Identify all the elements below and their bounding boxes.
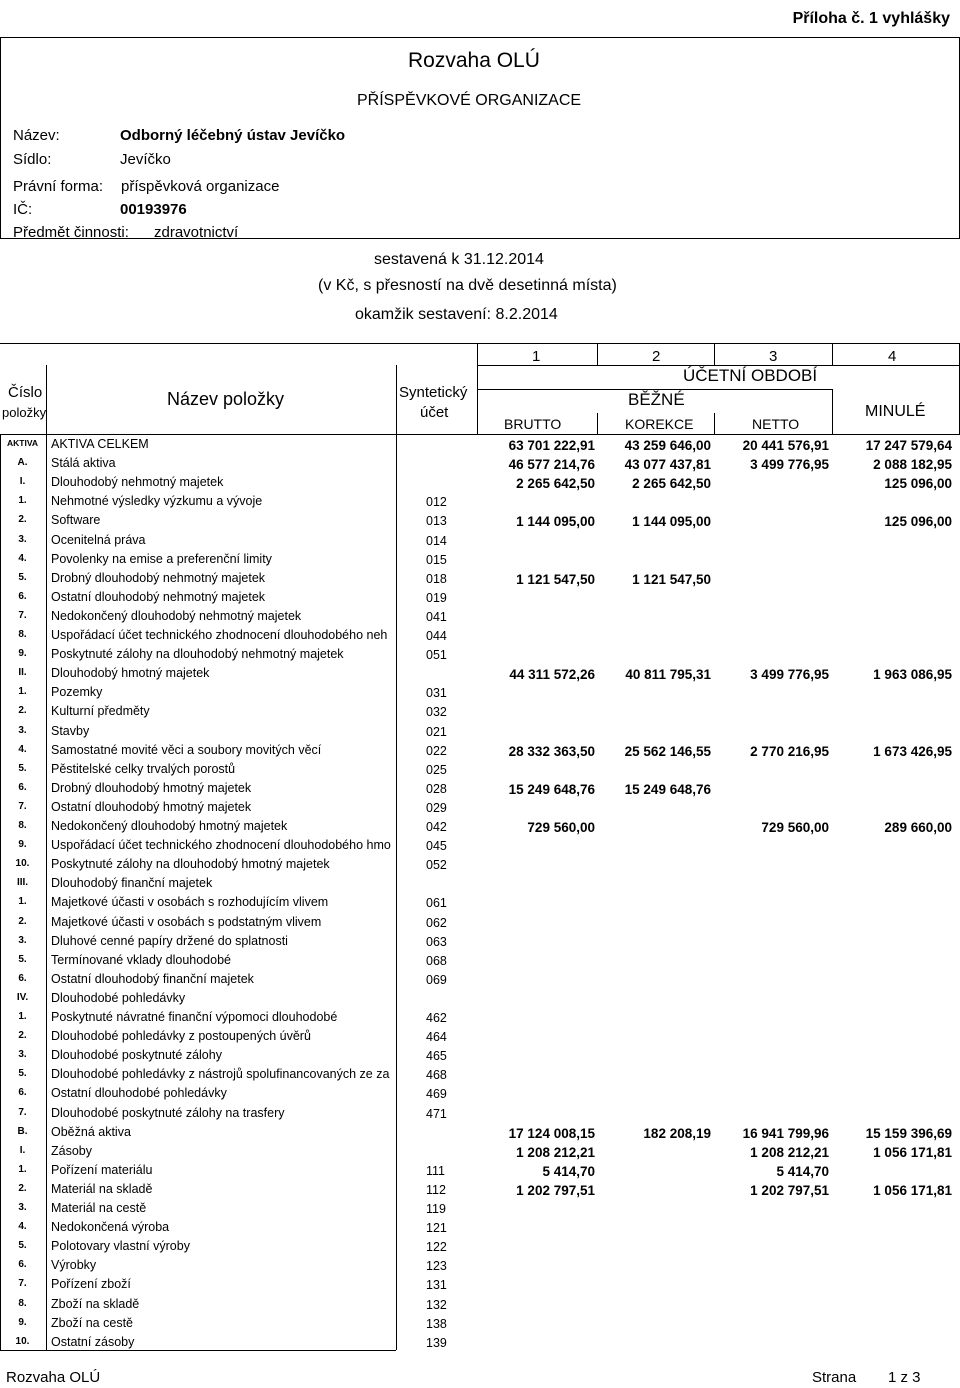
row-name: Majetkové účasti v osobách s rozhodujícím vlivem	[51, 895, 329, 910]
row-name: Nehmotné výsledky výzkumu a vývoje	[51, 494, 263, 509]
header-item-no-2: položky	[2, 405, 47, 420]
attachment-note: Příloha č. 1 vyhlášky	[792, 10, 950, 27]
header-account-2: účet	[420, 404, 449, 421]
table-row	[0, 492, 960, 511]
header-previous: MINULÉ	[865, 403, 926, 420]
org-activity-value: zdravotnictví	[154, 224, 239, 241]
row-account: 069	[426, 972, 447, 987]
org-seat-value: Jevíčko	[120, 151, 171, 168]
table-row	[0, 1008, 960, 1027]
row-name: Uspořádací účet technického zhodnocení dlouhodobého neh	[51, 628, 388, 642]
row-account: 052	[426, 858, 447, 873]
row-name: Oběžná aktiva	[51, 1124, 131, 1139]
row-number: 4.	[18, 743, 27, 755]
row-account: 019	[426, 590, 447, 605]
row-name: Stálá aktiva	[51, 456, 116, 471]
row-name: Poskytnuté zálohy na dlouhodobý nehmotný majetek	[51, 647, 344, 662]
row-account: 139	[426, 1335, 447, 1350]
table-row	[0, 1295, 960, 1314]
row-number: 2.	[18, 514, 27, 526]
row-name: Dlouhodobý nehmotný majetek	[51, 475, 224, 490]
row-name: Poskytnuté zálohy na dlouhodobý hmotný majetek	[51, 857, 330, 872]
row-number: 5.	[18, 571, 27, 583]
row-number: 1.	[18, 495, 27, 507]
org-name-value: Odborný léčebný ústav Jevíčko	[120, 127, 346, 144]
col-num-3: 3	[769, 348, 778, 365]
row-account: 014	[426, 533, 447, 548]
row-value-korekce: 43 259 646,00	[624, 438, 711, 453]
row-number: 8.	[18, 820, 27, 831]
row-account: 051	[426, 648, 447, 663]
row-number: 8.	[18, 629, 27, 640]
table-row	[0, 989, 960, 1008]
row-account: 121	[426, 1221, 447, 1236]
row-value-brutto: 2 265 642,50	[516, 476, 595, 492]
row-name: Nedokončený dlouhodobý nehmotný majetek	[51, 608, 302, 623]
row-number: 6.	[18, 781, 27, 793]
row-name: Ostatní dlouhodobý nehmotný majetek	[51, 589, 266, 604]
header-item-name: Název položky	[167, 389, 285, 409]
document-title: Rozvaha OLÚ	[408, 49, 540, 72]
row-name: Pěstitelské celky trvalých porostů	[51, 761, 236, 776]
row-value-brutto: 15 249 648,76	[508, 781, 595, 797]
row-account: 028	[426, 781, 447, 796]
table-row	[0, 874, 960, 893]
table-row	[0, 817, 960, 836]
row-account: 119	[426, 1202, 446, 1216]
org-legal-form-row	[13, 178, 280, 195]
row-name: Ostatní zásoby	[51, 1334, 135, 1349]
table-row	[0, 741, 960, 760]
row-name: Drobný dlouhodobý hmotný majetek	[51, 780, 252, 795]
row-number: 5.	[18, 1068, 27, 1080]
row-value-previous: 125 096,00	[884, 514, 952, 530]
row-account: 068	[426, 953, 447, 968]
row-value-korekce: 25 562 146,55	[624, 743, 711, 759]
row-value-korekce: 40 811 795,31	[625, 667, 711, 683]
row-name: Nedokončená výroba	[51, 1220, 170, 1235]
header-divider	[832, 343, 833, 365]
row-name: Software	[51, 513, 101, 528]
row-account: 122	[426, 1240, 447, 1255]
org-activity-row	[13, 224, 239, 241]
table-row	[0, 1142, 960, 1161]
row-name: Dlouhodobý finanční majetek	[51, 876, 213, 891]
footer-page-value: 1 z 3	[888, 1369, 921, 1386]
row-number: 10.	[15, 858, 30, 870]
header-divider	[46, 365, 47, 435]
row-number: II.	[18, 667, 27, 679]
table-row	[0, 1180, 960, 1199]
org-name-label: Název:	[13, 127, 60, 144]
table-row	[0, 702, 960, 721]
row-number: I.	[19, 476, 26, 488]
header-netto: NETTO	[752, 416, 800, 432]
row-name: Uspořádací účet technického zhodnocení dlouhodobého hmo	[51, 838, 391, 853]
row-number: 4.	[18, 552, 27, 564]
table-row	[0, 1046, 960, 1065]
header-brutto: BRUTTO	[504, 416, 562, 432]
row-name: Povolenky na emise a preferenční limity	[51, 551, 272, 566]
row-value-netto: 1 202 797,51	[750, 1182, 829, 1198]
row-value-previous: 125 096,00	[884, 476, 952, 492]
row-value-previous: 15 159 396,69	[865, 1125, 952, 1141]
row-value-previous: 1 963 086,95	[873, 667, 952, 683]
row-account: 031	[426, 686, 447, 701]
table-row	[0, 951, 960, 970]
row-name: Zásoby	[51, 1143, 92, 1158]
row-account: 029	[426, 800, 447, 815]
table-row	[0, 779, 960, 798]
row-name: Ostatní dlouhodobý hmotný majetek	[51, 799, 252, 814]
row-number: 9.	[18, 1316, 27, 1328]
row-account: 112	[426, 1182, 446, 1197]
row-value-previous: 17 247 579,64	[865, 438, 952, 453]
footer-page-label: Strana	[812, 1369, 857, 1386]
row-account: 062	[426, 915, 447, 930]
row-number: 3.	[18, 1202, 27, 1213]
table-row	[0, 932, 960, 951]
header-current: BĚŽNÉ	[628, 390, 685, 409]
table-row	[0, 645, 960, 664]
row-number: 2.	[18, 1030, 27, 1042]
row-name: Ocenitelná práva	[51, 532, 146, 547]
compilation-moment: okamžik sestavení: 8.2.2014	[355, 306, 558, 323]
row-number: 4.	[18, 1221, 27, 1233]
table-row	[0, 626, 960, 645]
row-number: 3.	[18, 1049, 27, 1061]
table-row	[0, 855, 960, 874]
row-number: 6.	[18, 1087, 27, 1099]
row-name: Dlouhodobý hmotný majetek	[51, 666, 210, 681]
row-name: Kulturní předměty	[51, 704, 150, 719]
row-account: 132	[426, 1297, 447, 1312]
row-account: 022	[426, 743, 447, 758]
row-account: 013	[426, 514, 447, 529]
row-name: Zboží na cestě	[51, 1315, 133, 1330]
document-subtitle: PŘÍSPĚVKOVÉ ORGANIZACE	[357, 92, 582, 109]
table-row	[0, 1199, 960, 1218]
row-account: 111	[426, 1163, 446, 1178]
table-row	[0, 1256, 960, 1275]
table-row	[0, 1123, 960, 1142]
row-value-brutto: 5 414,70	[542, 1163, 595, 1179]
row-value-netto: 2 770 216,95	[750, 743, 829, 759]
org-ic-value: 00193976	[120, 201, 187, 218]
row-number: III.	[16, 877, 29, 889]
row-number: 9.	[18, 839, 27, 851]
row-value-brutto: 729 560,00	[527, 820, 595, 835]
row-value-korekce: 182 208,19	[643, 1125, 711, 1141]
row-value-previous: 1 673 426,95	[873, 743, 952, 759]
row-account: 021	[426, 724, 447, 739]
row-account: 063	[426, 934, 447, 949]
org-name-row	[13, 127, 346, 144]
row-account: 041	[426, 609, 447, 624]
org-ic-label: IČ:	[13, 201, 33, 218]
row-number: 8.	[18, 1297, 27, 1309]
header-item-no: Číslo	[8, 384, 43, 401]
row-number: 7.	[18, 1106, 27, 1118]
header-korekce: KOREKCE	[625, 416, 694, 432]
table-row	[0, 1218, 960, 1237]
row-value-previous: 289 660,00	[884, 820, 952, 835]
row-value-netto: 3 499 776,95	[750, 457, 829, 473]
row-number: 7.	[18, 800, 27, 812]
header-divider	[597, 413, 598, 435]
row-name: Materiál na cestě	[51, 1201, 147, 1215]
row-account: 044	[426, 629, 447, 643]
row-account: 138	[426, 1316, 447, 1331]
row-account: 465	[426, 1049, 447, 1064]
row-value-brutto: 17 124 008,15	[508, 1125, 595, 1141]
table-row	[0, 435, 960, 454]
table-row	[0, 893, 960, 912]
header-divider	[714, 343, 715, 365]
row-value-netto: 729 560,00	[761, 820, 829, 835]
table-row	[0, 607, 960, 626]
org-legal-form-value: příspěvková organizace	[121, 178, 280, 195]
row-value-brutto: 44 311 572,26	[509, 667, 595, 683]
table-row	[0, 1065, 960, 1084]
table-row	[0, 1237, 960, 1256]
table-row	[0, 664, 960, 683]
row-name: Dlouhodobé poskytnuté zálohy	[51, 1048, 222, 1063]
row-name: Dlouhodobé pohledávky	[51, 990, 186, 1005]
table-row	[0, 798, 960, 817]
row-name: Majetkové účasti v osobách s podstatným vlivem	[51, 914, 322, 929]
row-value-previous: 1 056 171,81	[873, 1144, 952, 1160]
row-number: 2.	[18, 705, 27, 717]
row-account: 042	[426, 820, 447, 834]
row-name: Dluhové cenné papíry držené do splatnosti	[51, 933, 288, 948]
row-number: 5.	[18, 762, 27, 774]
row-name: Pořízení materiálu	[51, 1162, 153, 1177]
row-name: Výrobky	[51, 1258, 97, 1273]
row-value-previous: 2 088 182,95	[873, 457, 952, 473]
table-row	[0, 550, 960, 569]
row-value-korekce: 43 077 437,81	[624, 457, 711, 473]
row-number: B.	[17, 1125, 28, 1137]
header-period: ÚČETNÍ OBDOBÍ	[683, 366, 818, 385]
row-value-brutto: 1 208 212,21	[516, 1144, 595, 1160]
table-row	[0, 1104, 960, 1123]
row-value-brutto: 1 202 797,51	[516, 1182, 595, 1198]
row-name: Zboží na skladě	[51, 1296, 140, 1311]
row-value-brutto: 46 577 214,76	[508, 457, 595, 473]
row-name: Polotovary vlastní výroby	[51, 1239, 190, 1254]
row-account: 032	[426, 705, 447, 720]
row-value-netto: 16 941 799,96	[742, 1125, 829, 1141]
table-row	[0, 913, 960, 932]
table-row	[0, 569, 960, 588]
table-row	[0, 588, 960, 607]
row-number: 5.	[18, 953, 27, 965]
row-account: 471	[426, 1106, 447, 1121]
row-number: 1.	[18, 1163, 27, 1175]
row-value-netto: 5 414,70	[776, 1163, 829, 1179]
col-num-2: 2	[652, 348, 661, 365]
row-number: 6.	[18, 972, 27, 984]
table-row	[0, 970, 960, 989]
org-seat-label: Sídlo:	[13, 151, 52, 168]
table-row	[0, 1027, 960, 1046]
unit-note: (v Kč, s přesností na dvě desetinná místa)	[318, 277, 617, 294]
row-account: 015	[426, 552, 447, 567]
row-name: Dlouhodobé pohledávky z nástrojů spolufinancovaných ze za	[51, 1067, 390, 1082]
row-value-previous: 1 056 171,81	[873, 1182, 952, 1198]
table-row	[0, 454, 960, 473]
row-number: I.	[19, 1144, 26, 1156]
row-number: 3.	[18, 533, 27, 545]
row-value-brutto: 63 701 222,91	[508, 438, 595, 453]
row-name: Samostatné movité věci a soubory movitých věcí	[51, 742, 322, 757]
row-number: 6.	[18, 1259, 27, 1271]
row-number: 5.	[18, 1240, 27, 1252]
org-activity-label: Předmět činnosti:	[13, 224, 129, 241]
row-name: Poskytnuté návratné finanční výpomoci dlouhodobé	[51, 1010, 338, 1024]
header-divider	[714, 413, 715, 435]
row-value-brutto: 1 144 095,00	[516, 514, 595, 530]
header-divider	[597, 343, 598, 365]
row-account: 018	[426, 571, 447, 586]
row-number: 3.	[18, 934, 27, 946]
row-account: 464	[426, 1030, 447, 1045]
header-divider	[832, 389, 833, 435]
table-row	[0, 683, 960, 702]
table-row	[0, 1314, 960, 1333]
row-value-netto: 3 499 776,95	[750, 667, 829, 683]
row-number: AKTIVA	[6, 438, 38, 448]
row-name: AKTIVA CELKEM	[51, 437, 149, 451]
row-account: 025	[426, 762, 447, 777]
row-number: 6.	[18, 590, 27, 602]
row-number: 7.	[18, 609, 27, 621]
table-row	[0, 836, 960, 855]
table-row	[0, 1084, 960, 1103]
row-account: 462	[426, 1011, 447, 1025]
row-value-korekce: 2 265 642,50	[632, 476, 711, 492]
row-number: 1.	[18, 1011, 27, 1022]
row-number: 2.	[18, 1182, 27, 1194]
row-account: 468	[426, 1068, 447, 1083]
row-number: 3.	[18, 724, 27, 736]
table-row	[0, 473, 960, 492]
row-name: Termínované vklady dlouhodobé	[51, 952, 231, 967]
col-num-4: 4	[888, 348, 897, 365]
table-row	[0, 1161, 960, 1180]
row-account: 061	[426, 896, 447, 911]
org-legal-form-label: Právní forma:	[13, 178, 104, 195]
table-row	[0, 722, 960, 741]
row-number: 9.	[18, 648, 27, 660]
row-account: 045	[426, 839, 447, 854]
row-name: Materiál na skladě	[51, 1181, 153, 1196]
row-value-korekce: 15 249 648,76	[624, 781, 711, 797]
row-number: IV.	[16, 991, 29, 1003]
row-name: Ostatní dlouhodobý finanční majetek	[51, 971, 254, 986]
table-row	[0, 1275, 960, 1294]
org-ic-row	[13, 201, 187, 218]
row-account: 012	[426, 495, 447, 510]
row-name: Pozemky	[51, 685, 103, 700]
compiled-date: sestavená k 31.12.2014	[374, 251, 544, 268]
row-name: Stavby	[51, 723, 90, 738]
row-value-netto: 20 441 576,91	[742, 438, 829, 453]
row-value-korekce: 1 121 547,50	[632, 571, 711, 587]
footer-title: Rozvaha OLÚ	[6, 1369, 101, 1386]
row-name: Pořízení zboží	[51, 1277, 131, 1292]
row-name: Dlouhodobé poskytnuté zálohy na trasfery	[51, 1105, 285, 1120]
row-value-brutto: 28 332 363,50	[508, 743, 595, 759]
row-number: 2.	[18, 915, 27, 927]
row-number: A.	[17, 457, 28, 469]
row-account: 469	[426, 1087, 447, 1102]
header-account: Syntetický	[399, 384, 468, 401]
row-number: 1.	[18, 686, 27, 698]
row-value-netto: 1 208 212,21	[750, 1144, 829, 1160]
row-value-korekce: 1 144 095,00	[632, 514, 711, 530]
row-number: 1.	[18, 896, 27, 908]
header-divider	[396, 365, 397, 435]
row-value-brutto: 1 121 547,50	[516, 571, 595, 587]
table-row	[0, 760, 960, 779]
row-account: 131	[426, 1278, 447, 1293]
col-num-1: 1	[532, 348, 541, 365]
row-name: Drobný dlouhodobý nehmotný majetek	[51, 570, 266, 585]
row-account: 123	[426, 1259, 447, 1274]
row-number: 7.	[18, 1278, 27, 1290]
row-name: Nedokončený dlouhodobý hmotný majetek	[51, 819, 288, 833]
row-name: Dlouhodobé pohledávky z postoupených úvěrů	[51, 1029, 311, 1044]
row-name: Ostatní dlouhodobé pohledávky	[51, 1086, 227, 1101]
table-row	[0, 1333, 960, 1352]
table-row	[0, 531, 960, 550]
org-seat-row	[13, 151, 171, 168]
table-row	[0, 511, 960, 530]
row-number: 10.	[15, 1335, 30, 1347]
